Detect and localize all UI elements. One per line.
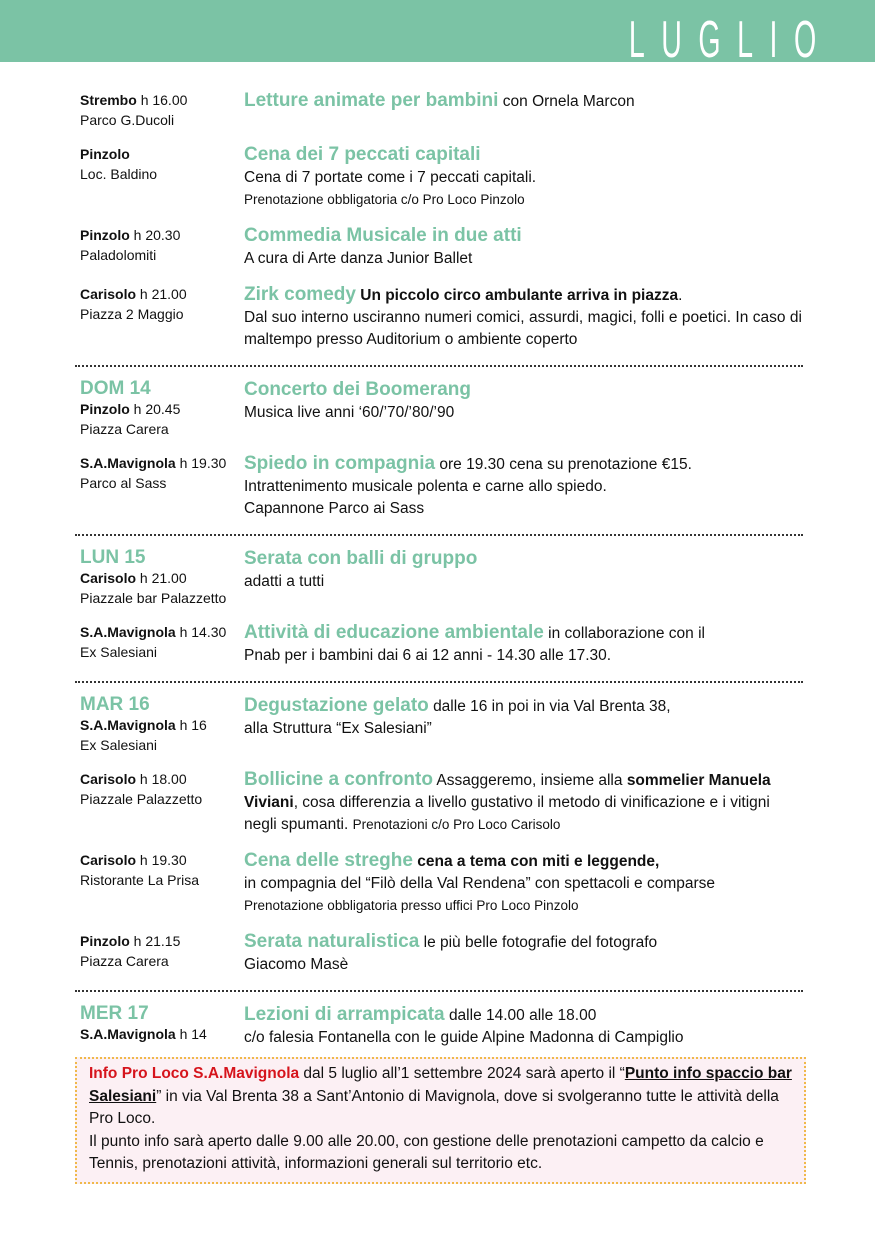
day-section bbox=[80, 695, 802, 976]
event-details bbox=[244, 144, 802, 211]
event-desc-line: adatti a tutti bbox=[244, 573, 325, 590]
event-title: Cena delle streghe bbox=[244, 850, 413, 871]
event-headline bbox=[244, 769, 802, 836]
event-details bbox=[244, 453, 802, 520]
location-town: Strembo bbox=[80, 92, 137, 108]
event-inline-bold: cena a tema con miti e leggende, bbox=[417, 853, 660, 870]
event-headline bbox=[244, 1004, 802, 1027]
section-divider bbox=[75, 990, 803, 992]
location-town: Carisolo bbox=[80, 286, 137, 302]
event-location bbox=[80, 931, 244, 976]
event-inline-desc: Assaggeremo, insieme alla bbox=[436, 772, 623, 789]
event-desc-line: Pnab per i bambini dai 6 ai 12 anni - 14.30 alle 17.30. bbox=[244, 647, 612, 664]
event-time: h 18.00 bbox=[139, 771, 187, 787]
event-title: Serata naturalistica bbox=[244, 931, 420, 952]
location-line bbox=[80, 90, 244, 110]
location-place: Piazza 2 Maggio bbox=[80, 306, 184, 322]
event-inline-desc: dalle 14.00 alle 18.00 bbox=[448, 1007, 597, 1024]
event-time: h 21.15 bbox=[133, 933, 181, 949]
event-inline-desc: in collaborazione con il bbox=[548, 625, 705, 642]
event-location bbox=[80, 769, 244, 836]
location-place: Parco al Sass bbox=[80, 475, 167, 491]
event-time: h 20.30 bbox=[133, 227, 181, 243]
location-line bbox=[80, 453, 244, 473]
location-line bbox=[80, 622, 244, 642]
event-details bbox=[244, 931, 802, 976]
event-inline-desc: con Ornela Marcon bbox=[502, 93, 635, 110]
event-time: h 16 bbox=[179, 717, 207, 733]
event-title: Serata con balli di gruppo bbox=[244, 548, 478, 569]
event-desc-line: c/o falesia Fontanella con le guide Alpine Madonna di Campiglio bbox=[244, 1029, 684, 1046]
location-line bbox=[80, 399, 244, 419]
location-town: Pinzolo bbox=[80, 227, 130, 243]
event-location bbox=[80, 850, 244, 917]
event-location bbox=[80, 284, 244, 351]
event-title: Spiedo in compagnia bbox=[244, 453, 436, 474]
location-place: Paladolomiti bbox=[80, 247, 157, 263]
event-details bbox=[244, 622, 802, 667]
event-location bbox=[80, 548, 244, 608]
event-inline-desc: ore 19.30 cena su prenotazione €15. bbox=[439, 456, 692, 473]
event-time: h 16.00 bbox=[140, 92, 188, 108]
info-point-link[interactable]: Punto info spaccio bar Salesiani bbox=[89, 1065, 792, 1105]
event-title: Bollicine a confronto bbox=[244, 769, 433, 790]
day-label: LUN 15 bbox=[80, 547, 146, 568]
location-place: Piazza Carera bbox=[80, 421, 169, 437]
event-desc-line: Dal suo interno usciranno numeri comici, assurdi, magici, folli e poetici. In caso di maltempo presso Auditorium o ambiente coperto bbox=[244, 309, 802, 348]
location-line bbox=[80, 715, 244, 735]
day-label: DOM 14 bbox=[80, 378, 151, 399]
event-title: Zirk comedy bbox=[244, 284, 356, 305]
event-location bbox=[80, 695, 244, 755]
location-town: Pinzolo bbox=[80, 933, 130, 949]
event-note: Prenotazione obbligatoria presso uffici Pro Loco Pinzolo bbox=[244, 898, 579, 913]
event-time: h 19.30 bbox=[139, 852, 187, 868]
location-place: Loc. Baldino bbox=[80, 166, 158, 182]
location-town: Pinzolo bbox=[80, 146, 130, 162]
event-time: h 21.00 bbox=[139, 286, 187, 302]
event-headline: Zirk comedy Un piccolo circo ambulante arriva in piazza. bbox=[244, 284, 683, 305]
location-town: S.A.Mavignola bbox=[80, 455, 176, 471]
event-details bbox=[244, 379, 802, 439]
location-town: Carisolo bbox=[80, 771, 137, 787]
location-town: S.A.Mavignola bbox=[80, 717, 176, 733]
event-details bbox=[244, 225, 802, 270]
info-text-3: Il punto info sarà aperto dalle 9.00 alle 20.00, con gestione delle prenotazioni campetto da calcio e Tennis, prenotazioni attività, informazioni generali sul territorio etc. bbox=[89, 1132, 764, 1172]
event-headline bbox=[244, 90, 802, 113]
location-line bbox=[80, 225, 244, 245]
location-line bbox=[80, 568, 244, 588]
event-desc-line: Capannone Parco ai Sass bbox=[244, 500, 425, 517]
event-row bbox=[80, 144, 802, 211]
event-inline-desc: dalle 16 in poi in via Val Brenta 38, bbox=[433, 698, 671, 715]
location-place: Ristorante La Prisa bbox=[80, 872, 200, 888]
location-town: Carisolo bbox=[80, 570, 137, 586]
event-desc-line: Cena di 7 portate come i 7 peccati capitali. bbox=[244, 169, 537, 186]
location-place: Piazzale bar Palazzetto bbox=[80, 590, 227, 606]
month-title: LUGLIO bbox=[629, 11, 833, 69]
day-section bbox=[80, 548, 802, 667]
event-desc-line: alla Struttura “Ex Salesiani” bbox=[244, 720, 432, 737]
location-town: Pinzolo bbox=[80, 401, 130, 417]
event-headline bbox=[244, 379, 802, 402]
event-desc-line: Intrattenimento musicale polenta e carne allo spiedo. bbox=[244, 478, 607, 495]
event-desc-line: in compagnia del “Filò della Val Rendena” con spettacoli e comparse bbox=[244, 875, 716, 892]
event-time: h 19.30 bbox=[179, 455, 227, 471]
day-label: MAR 16 bbox=[80, 694, 150, 715]
section-divider bbox=[75, 534, 803, 536]
event-location bbox=[80, 144, 244, 211]
event-note: Prenotazioni c/o Pro Loco Carisolo bbox=[352, 817, 561, 832]
event-details bbox=[244, 548, 802, 608]
event-location bbox=[80, 90, 244, 130]
day-section bbox=[80, 90, 802, 351]
event-row bbox=[80, 225, 802, 270]
event-row bbox=[80, 1004, 802, 1049]
day-section bbox=[80, 379, 802, 520]
location-line bbox=[80, 284, 244, 304]
event-location bbox=[80, 379, 244, 439]
event-inline-desc: le più belle fotografie del fotografo bbox=[423, 934, 658, 951]
event-time: h 14 bbox=[179, 1026, 207, 1042]
event-row bbox=[80, 90, 802, 130]
event-details bbox=[244, 90, 802, 130]
event-title: Letture animate per bambini bbox=[244, 90, 499, 111]
event-row bbox=[80, 850, 802, 917]
location-line bbox=[80, 144, 244, 164]
event-details bbox=[244, 850, 802, 917]
location-place: Ex Salesiani bbox=[80, 737, 158, 753]
event-location bbox=[80, 225, 244, 270]
event-details bbox=[244, 769, 802, 836]
event-row bbox=[80, 622, 802, 667]
event-row bbox=[80, 695, 802, 755]
info-box bbox=[75, 1057, 806, 1184]
info-lead: Info Pro Loco S.A.Mavignola bbox=[89, 1065, 300, 1082]
day-label: MER 17 bbox=[80, 1003, 149, 1024]
info-text-1: dal 5 luglio all’1 settembre 2024 sarà aperto il “ bbox=[299, 1065, 625, 1082]
location-line bbox=[80, 931, 244, 951]
section-divider bbox=[75, 365, 803, 367]
location-line bbox=[80, 850, 244, 870]
event-headline bbox=[244, 548, 802, 571]
event-location bbox=[80, 622, 244, 667]
info-text-2: ” in via Val Brenta 38 a Sant’Antonio di Mavignola, dove si svolgeranno tutte le attività della Pro Loco. bbox=[89, 1087, 779, 1127]
event-desc-line: Giacomo Masè bbox=[244, 956, 349, 973]
location-place: Piazzale Palazzetto bbox=[80, 791, 203, 807]
event-headline bbox=[244, 144, 802, 167]
section-divider bbox=[75, 681, 803, 683]
event-headline bbox=[244, 850, 802, 873]
events-list bbox=[80, 90, 802, 1063]
event-title: Attività di educazione ambientale bbox=[244, 622, 544, 643]
location-place: Piazza Carera bbox=[80, 953, 169, 969]
event-time: h 21.00 bbox=[139, 570, 187, 586]
event-location bbox=[80, 453, 244, 520]
event-location bbox=[80, 1004, 244, 1049]
event-details bbox=[244, 695, 802, 755]
event-headline bbox=[244, 622, 802, 645]
event-row bbox=[80, 284, 802, 351]
header-bar bbox=[0, 0, 875, 69]
location-line bbox=[80, 1024, 244, 1044]
event-details bbox=[244, 284, 802, 351]
event-desc-line: Musica live anni ‘60/’70/’80/’90 bbox=[244, 404, 455, 421]
event-title: Degustazione gelato bbox=[244, 695, 429, 716]
event-inline-bold: Un piccolo circo ambulante arriva in piazza bbox=[360, 287, 679, 304]
location-town: S.A.Mavignola bbox=[80, 624, 176, 640]
event-title: Cena dei 7 peccati capitali bbox=[244, 144, 481, 165]
location-place: Ex Salesiani bbox=[80, 644, 158, 660]
location-line bbox=[80, 769, 244, 789]
event-row bbox=[80, 769, 802, 836]
event-row bbox=[80, 931, 802, 976]
event-details bbox=[244, 1004, 802, 1049]
location-place: Parco G.Ducoli bbox=[80, 112, 175, 128]
event-desc-line: A cura di Arte danza Junior Ballet bbox=[244, 250, 473, 267]
event-row bbox=[80, 453, 802, 520]
event-title: Concerto dei Boomerang bbox=[244, 379, 471, 400]
event-headline bbox=[244, 695, 802, 718]
event-inline-bold: sommelier Manuela Viviani bbox=[244, 772, 771, 811]
event-note: Prenotazione obbligatoria c/o Pro Loco Pinzolo bbox=[244, 192, 525, 207]
event-row bbox=[80, 379, 802, 439]
event-title: Lezioni di arrampicata bbox=[244, 1004, 445, 1025]
event-time: h 20.45 bbox=[133, 401, 181, 417]
event-inline-tail: , cosa differenzia a livello gustativo il metodo di vinificazione e i vitigni negli spumanti. bbox=[244, 794, 770, 833]
location-town: S.A.Mavignola bbox=[80, 1026, 176, 1042]
event-title: Commedia Musicale in due atti bbox=[244, 225, 522, 246]
event-row bbox=[80, 548, 802, 608]
event-headline bbox=[244, 225, 802, 248]
day-section bbox=[80, 1004, 802, 1049]
event-headline bbox=[244, 931, 802, 954]
event-headline bbox=[244, 453, 802, 476]
event-time: h 14.30 bbox=[179, 624, 227, 640]
location-town: Carisolo bbox=[80, 852, 137, 868]
